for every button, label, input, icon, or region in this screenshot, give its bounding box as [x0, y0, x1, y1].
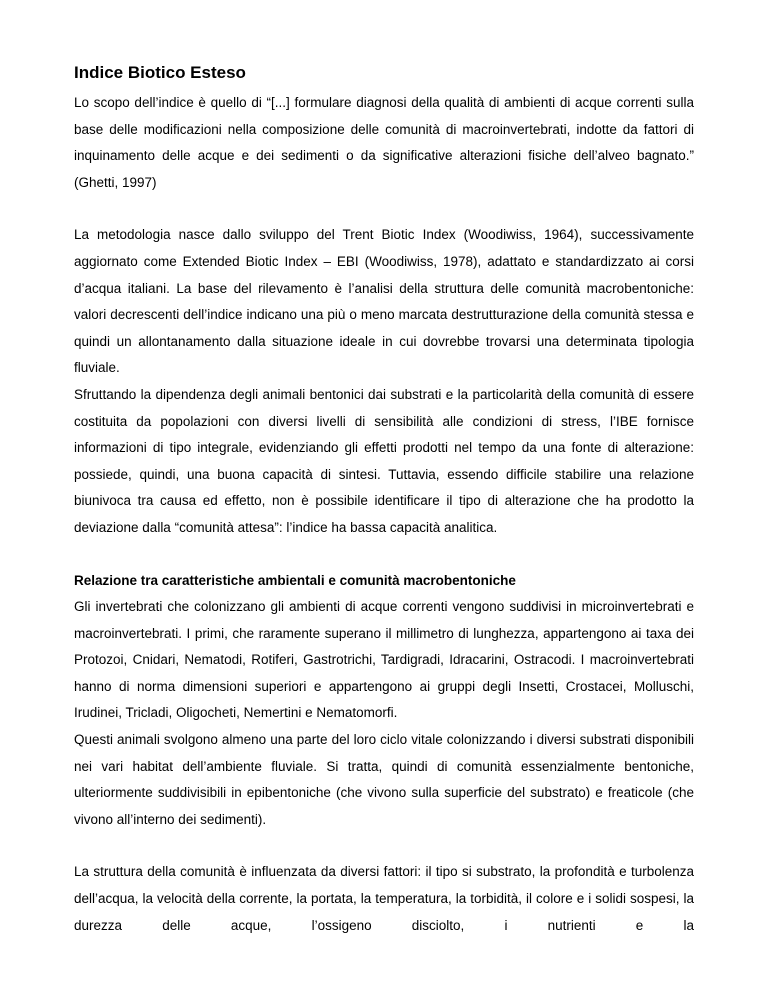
paragraph-gap: [74, 196, 694, 222]
intro-paragraph-methodology: La metodologia nasce dallo sviluppo del Trent Biotic Index (Woodiwiss, 1964), successivamente aggiornato come Extended Biotic Index – EBI (Woodiwiss, 1978), adattato e standardizzato ai corsi d’acqua italiani. La base del rilevamento è l’analisi della struttura delle comunità macrobentoniche: valori decrescenti dell’indice indicano una più o meno marcata destrutturazione della comunità stessa e quindi un allontanamento dalla situazione ideale in cui dovrebbe trovarsi una determinata tipologia fluviale.: [74, 227, 694, 376]
intro-paragraph-scope: Lo scopo dell’indice è quello di “[...] formulare diagnosi della qualità di ambienti di acque correnti sulla base delle modificazioni nella composizione delle comunità di macroinvertebrati, indotte da fattori di inquinamento delle acque e dei sedimenti o da significative alterazioni fisiche dell’alveo bagnato.” (Ghetti, 1997): [74, 95, 694, 190]
section-title: Relazione tra caratteristiche ambientali e comunità macrobentoniche: [74, 572, 516, 588]
section-paragraph-invertebrates: Gli invertebrati che colonizzano gli ambienti di acque correnti vengono suddivisi in microinvertebrati e macroinvertebrati. I primi, che raramente superano il millimetro di lunghezza, appartengono ai taxa dei Protozoi, Cnidari, Nematodi, Rotiferi, Gastrotrichi, Tardigradi, Idracarini, Ostracodi. I macroinvertebrati hanno di norma dimensioni superiori e appartengono ai gruppi degli Insetti, Crostacei, Molluschi, Irudinei, Tricladi, Oligocheti, Nemertini e Nematomorfi.: [74, 599, 694, 721]
paragraph-gap: [74, 833, 694, 859]
document-page: [74, 60, 694, 939]
section-paragraph-factors: La struttura della comunità è influenzata da diversi fattori: il tipo si substrato, la profondità e turbolenza dell’acqua, la velocità della corrente, la portata, la temperatura, la torbidità, il colore e i solidi sospesi, la durezza delle acque, l’ossigeno disciolto, i nutrienti e la: [74, 864, 694, 933]
section-paragraph-habitat: Questi animali svolgono almeno una parte del loro ciclo vitale colonizzando i diversi substrati disponibili nei vari habitat dell’ambiente fluviale. Si tratta, quindi di comunità essenzialmente bentoniche, ulteriormente suddivisibili in epibentoniche (che vivono sulla superficie del substrato) e freaticole (che vivono all’interno dei sedimenti).: [74, 732, 694, 827]
paragraph-gap: [74, 542, 694, 568]
document-title: Indice Biotico Esteso: [74, 63, 246, 82]
intro-paragraph-ibe: Sfruttando la dipendenza degli animali bentonici dai substrati e la particolarità della comunità di essere costituita da popolazioni con diversi livelli di sensibilità alle condizioni di stress, l’IBE fornisce informazioni di tipo integrale, evidenziando gli effetti prodotti nel tempo da una fonte di alterazione: possiede, quindi, una buona capacità di sintesi. Tuttavia, essendo difficile stabilire una relazione biunivoca tra causa ed effetto, non è possibile identificare il tipo di alterazione che ha prodotto la deviazione dalla “comunità attesa”: l’indice ha bassa capacità analitica.: [74, 386, 694, 535]
